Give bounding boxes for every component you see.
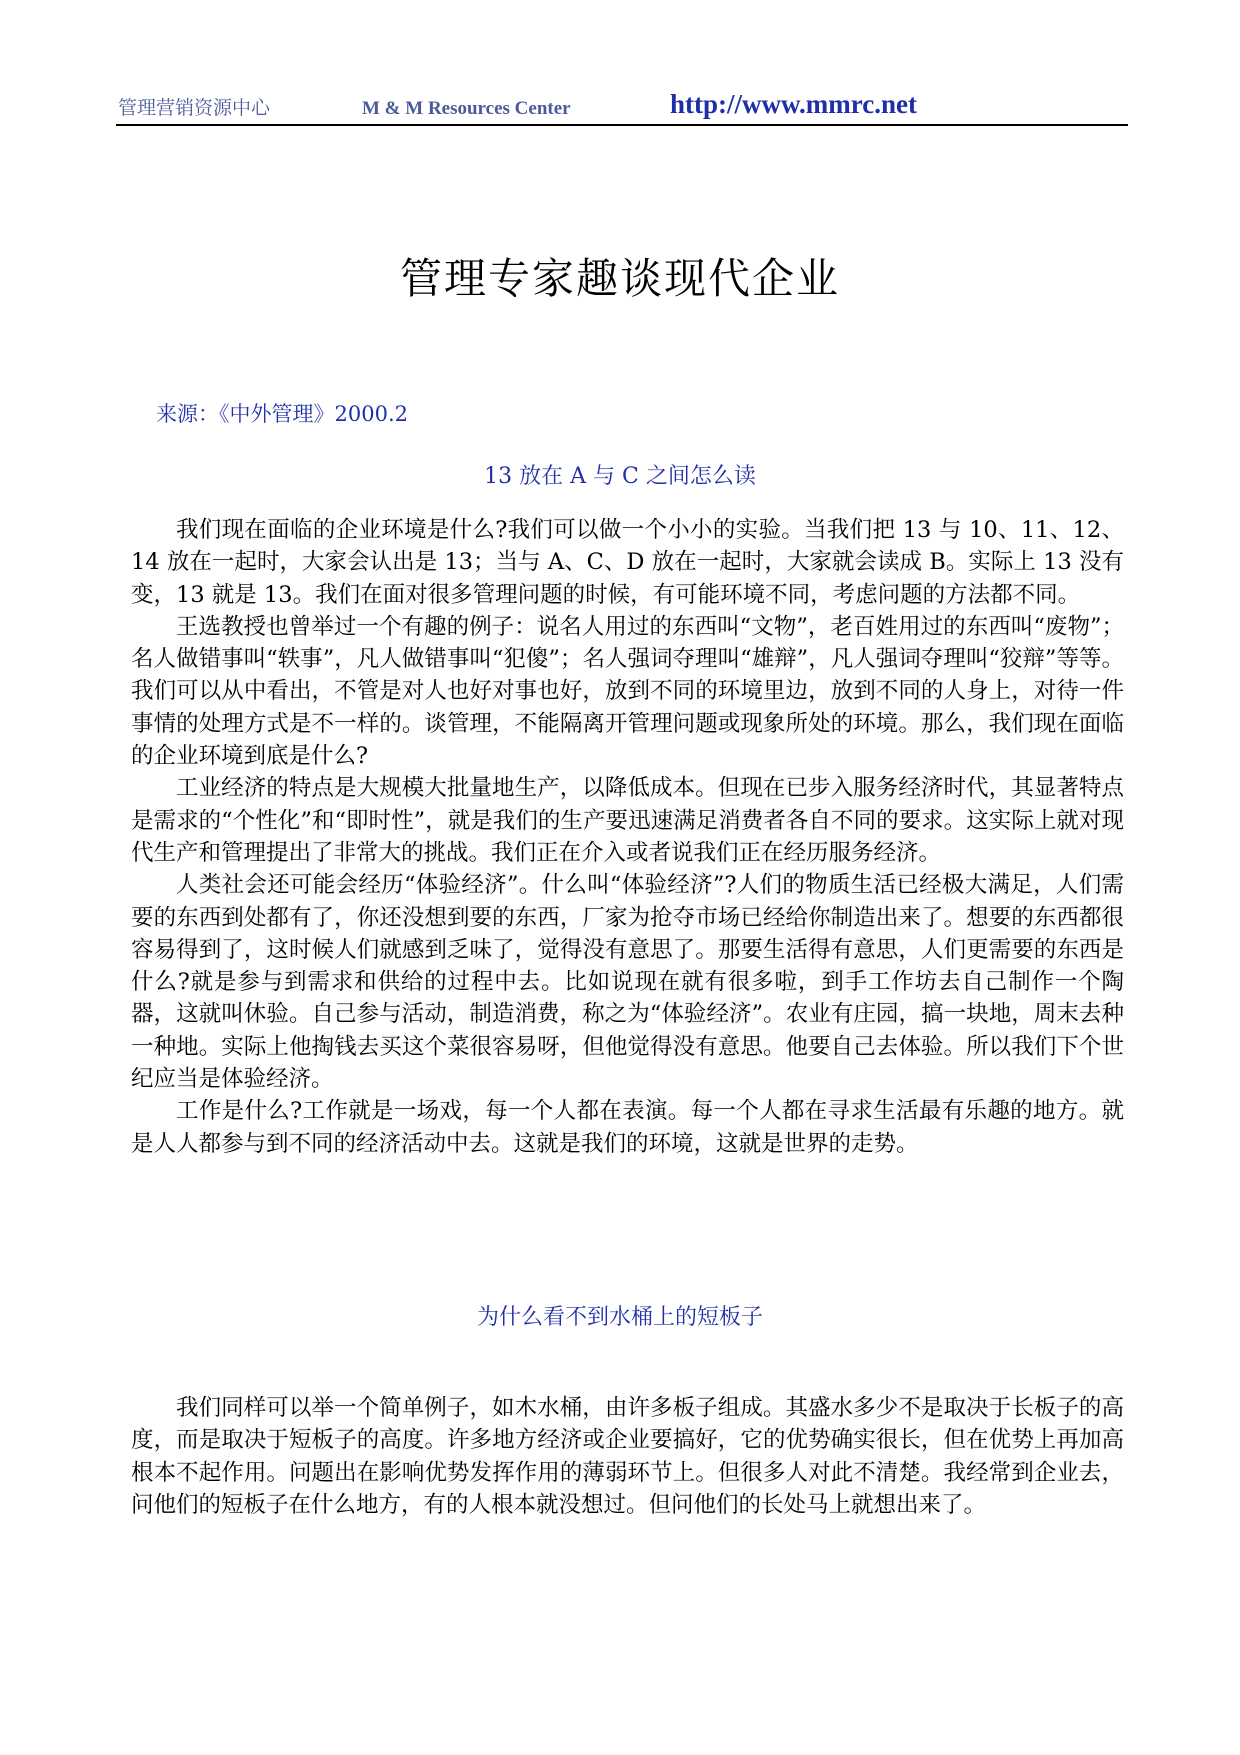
section-heading-1: 13 放在 A 与 C 之间怎么读 <box>484 464 756 489</box>
paragraph: 我们同样可以举一个简单例子，如木水桶，由许多板子组成。其盛水多少不是取决于长板子的高度，而是取决于短板子的高度。许多地方经济或企业要搞好，它的优势确实很长，但在优势上再加高根本不起作用。问题出在影响优势发挥作用的薄弱环节上。但很多人对此不清楚。我经常到企业去，问他们的短板子在什么地方，有的人根本就没想过。但问他们的长处马上就想出来了。 <box>131 1395 1124 1518</box>
section-1-body <box>131 514 1124 1160</box>
paragraph: 人类社会还可能会经历“体验经济”。什么叫“体验经济”?人们的物质生活已经极大满足，人们需要的东西到处都有了，你还没想到要的东西，厂家为抢夺市场已经给你制造出来了。想要的东西都很容易得到了，这时候人们就感到乏味了，觉得没有意思了。那要生活得有意思，人们更需要的东西是什么?就是参与到需求和供给的过程中去。比如说现在就有很多啦，到手工作坊去自己制作一个陶器，这就叫休验。自己参与活动，制造消费，称之为“体验经济”。农业有庄园，搞一块地，周末去种一种地。实际上他掏钱去买这个菜很容易呀，但他觉得没有意思。他要自己去体验。所以我们下个世纪应当是体验经济。 <box>131 872 1124 1093</box>
header-org-english: M & M Resources Center <box>362 98 571 119</box>
paragraph: 工作是什么?工作就是一场戏，每一个人都在表演。每一个人都在寻求生活最有乐趣的地方。就是人人都参与到不同的经济活动中去。这就是我们的环境，这就是世界的走势。 <box>131 1098 1124 1157</box>
page-header <box>116 88 1128 124</box>
source-line: 来源：《中外管理》2000.2 <box>156 402 408 426</box>
section-2-body <box>131 1392 1124 1521</box>
section-heading-2: 为什么看不到水桶上的短板子 <box>476 1305 763 1330</box>
header-org-chinese: 管理营销资源中心 <box>118 97 271 119</box>
paragraph: 王选教授也曾举过一个有趣的例子：说名人用过的东西叫“文物”，老百姓用过的东西叫“废物”；名人做错事叫“轶事”，凡人做错事叫“犯傻”；名人强词夺理叫“雄辩”，凡人强词夺理叫“狡辩”等等。我们可以从中看出，不管是对人也好对事也好，放到不同的环境里边，放到不同的人身上，对待一件事情的处理方式是不一样的。谈管理，不能隔离开管理问题或现象所处的环境。那么，我们现在面临的企业环境到底是什么? <box>131 613 1124 770</box>
paragraph: 我们现在面临的企业环境是什么?我们可以做一个小小的实验。当我们把 13 与 10、11、12、14 放在一起时，大家会认出是 13；当与 A、C、D 放在一起时，大家就会读成 B。实际上 13 没有变，13 就是 13。我们在面对很多管理问题的时候，有可能环境不同，考虑问题的方法都不同。 <box>131 517 1124 608</box>
document-title: 管理专家趣谈现代企业 <box>399 254 840 303</box>
header-website-url: http://www.mmrc.net <box>670 89 917 119</box>
paragraph: 工业经济的特点是大规模大批量地生产，以降低成本。但现在已步入服务经济时代，其显著特点是需求的“个性化”和“即时性”，就是我们的生产要迅速满足消费者各自不同的要求。这实际上就对现代生产和管理提出了非常大的挑战。我们正在介入或者说我们正在经历服务经济。 <box>131 775 1124 866</box>
header-divider <box>116 124 1128 126</box>
